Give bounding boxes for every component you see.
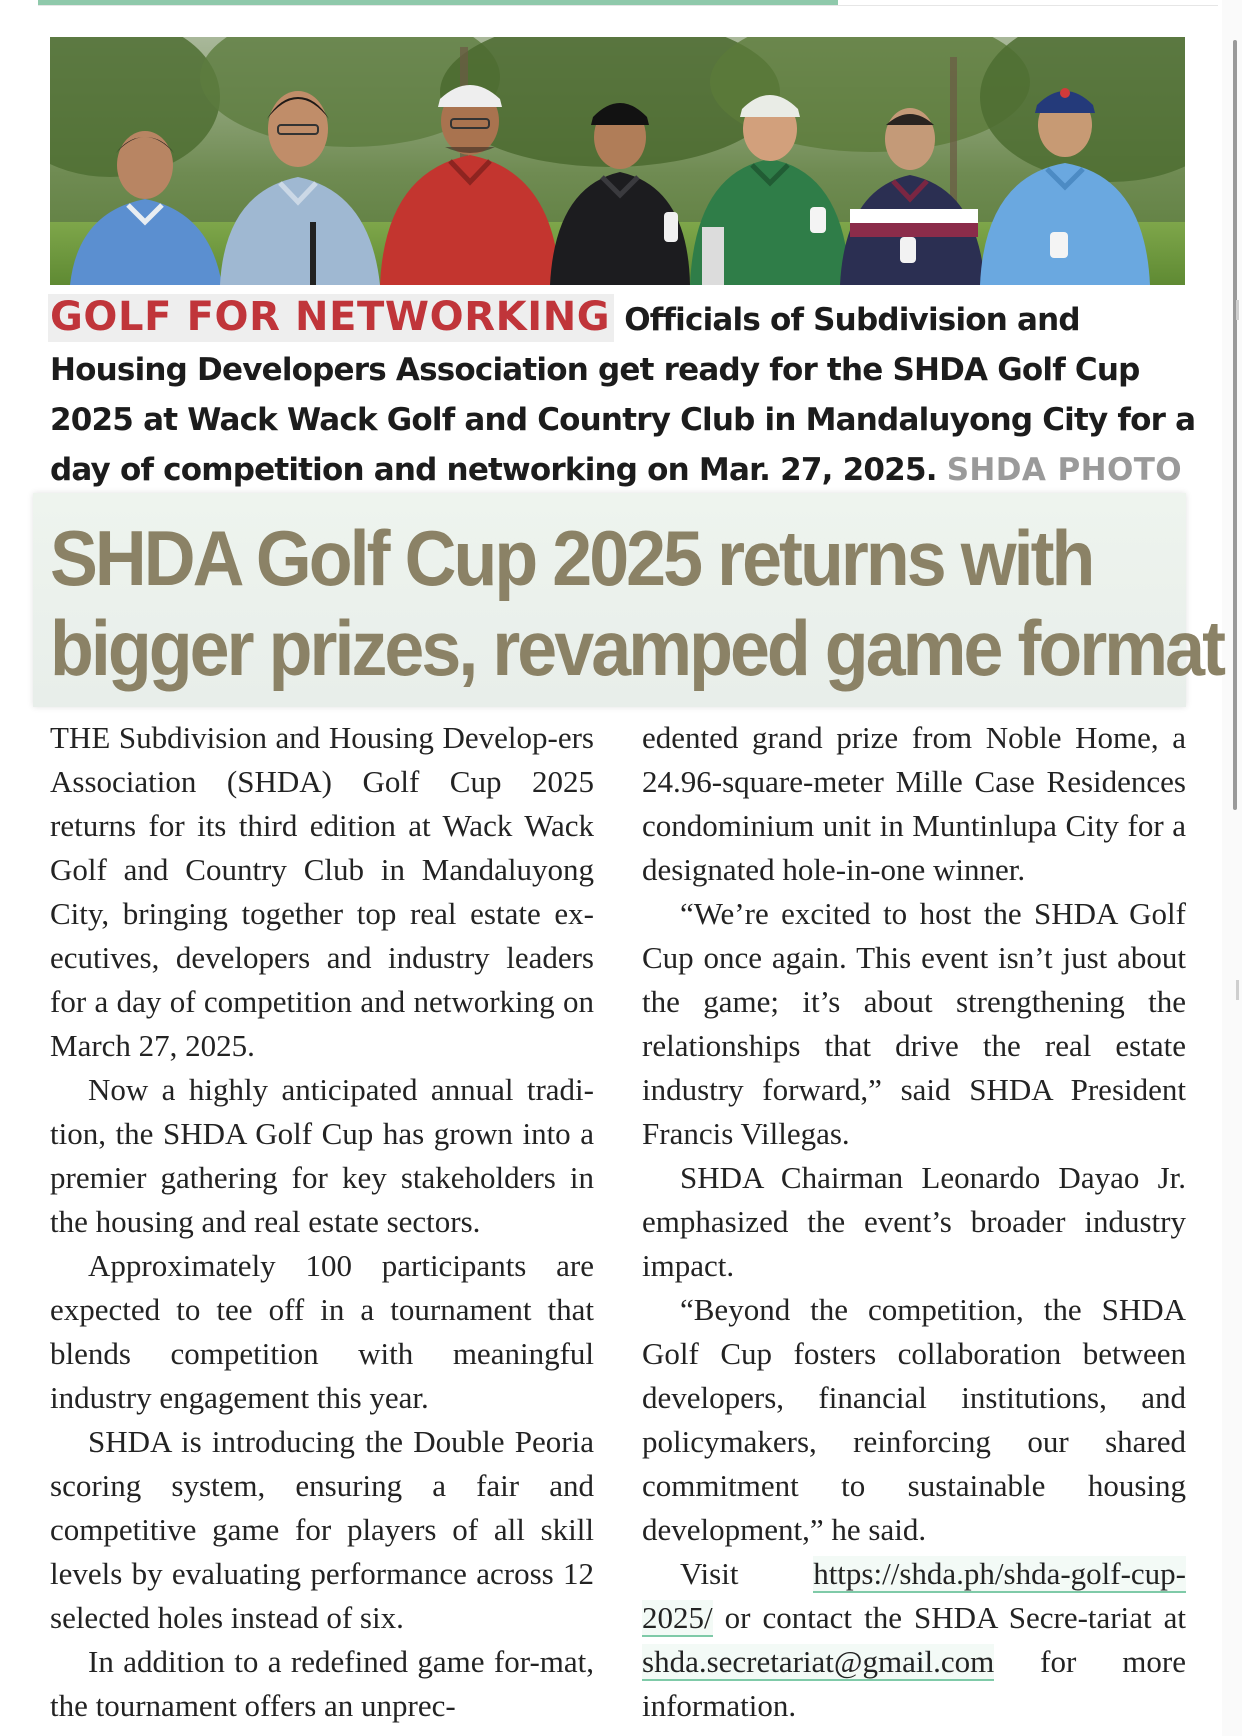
headline-box (33, 493, 1224, 707)
article-paragraph: SHDA is introducing the Double Peoria scoring system, ensuring a fair and competitive game for players of all skill levels by evaluating performance across 12 selected holes instead of six. (50, 1424, 594, 1635)
article-paragraph: Now a highly anticipated annual tradi-tion, the SHDA Golf Cup has grown into a premier gathering for key stakeholders in the housing and real estate sectors. (50, 1072, 594, 1239)
caption-text: Officials of Subdivision and Housing Developers Association get ready for the SHDA Golf Cup 2025 at Wack Wack Golf and Country Club in Mandaluyong City for a day of competition and networking on Mar. 27, 2025. (50, 302, 1196, 488)
top-rule (38, 5, 1218, 6)
scrollbar-marker (1236, 300, 1239, 320)
contact-text-mid: or contact the SHDA Secre-tariat at (712, 1600, 1186, 1635)
headline-line-2: bigger prizes, revamped game format (50, 604, 1224, 692)
article-paragraph: edented grand prize from Noble Home, a 24.96-square-meter Mille Case Residences condominium unit in Muntinlupa City for a designated hole-in-one winner. (642, 720, 1186, 887)
golfers-photo-illustration (50, 37, 1185, 285)
article-paragraph: “Beyond the competition, the SHDA Golf Cup fosters collaboration between developers, financial institutions, and policymakers, reinforcing our shared commitment to sustainable housing development,” he said. (642, 1292, 1186, 1547)
contact-text-pre: Visit (680, 1556, 814, 1591)
scrollbar-marker (1236, 980, 1239, 1000)
secretariat-email-link[interactable]: shda.secretariat@gmail.com (642, 1644, 995, 1679)
article-paragraph: SHDA Chairman Leonardo Dayao Jr. emphasized the event’s broader industry impact. (642, 1160, 1186, 1283)
article-column-right (642, 716, 1186, 1728)
article-paragraph: “We’re excited to host the SHDA Golf Cup once again. This event isn’t just about the game; it’s about strengthening the relationships that drive the real estate industry forward,” said SHDA President Francis Villegas. (642, 896, 1186, 1151)
contact-text-post: for more information. (642, 1644, 1186, 1723)
article-column-left (50, 716, 594, 1728)
photo-credit: SHDA PHOTO (946, 452, 1183, 488)
shda-url-link[interactable]: https://shda.ph/shda-golf-cup-2025/ (642, 1556, 1186, 1635)
article-paragraph: THE Subdivision and Housing Develop-ers Association (SHDA) Golf Cup 2025 returns for its third edition at Wack Wack Golf and Country Club in Mandaluyong City, bringing together top real estate ex-ecutives, developers and industry leaders for a day of competition and networking on March 27, 2025. (50, 720, 594, 1063)
news-photo (50, 37, 1185, 285)
article-paragraph: In addition to a redefined game for-mat, the tournament offers an unprec- (50, 1644, 594, 1723)
scrollbar-thumb[interactable] (1233, 40, 1237, 810)
article-paragraph-contact (642, 1552, 1186, 1728)
headline (50, 513, 1223, 693)
article-paragraph: Approximately 100 participants are expected to tee off in a tournament that blends competition with meaningful industry engagement this year. (50, 1248, 594, 1415)
scrollbar[interactable] (1222, 0, 1242, 1736)
headline-line-1: SHDA Golf Cup 2025 returns with (50, 514, 1093, 602)
caption-kicker: GOLF FOR NETWORKING (48, 294, 614, 342)
photo-caption (50, 292, 1200, 495)
